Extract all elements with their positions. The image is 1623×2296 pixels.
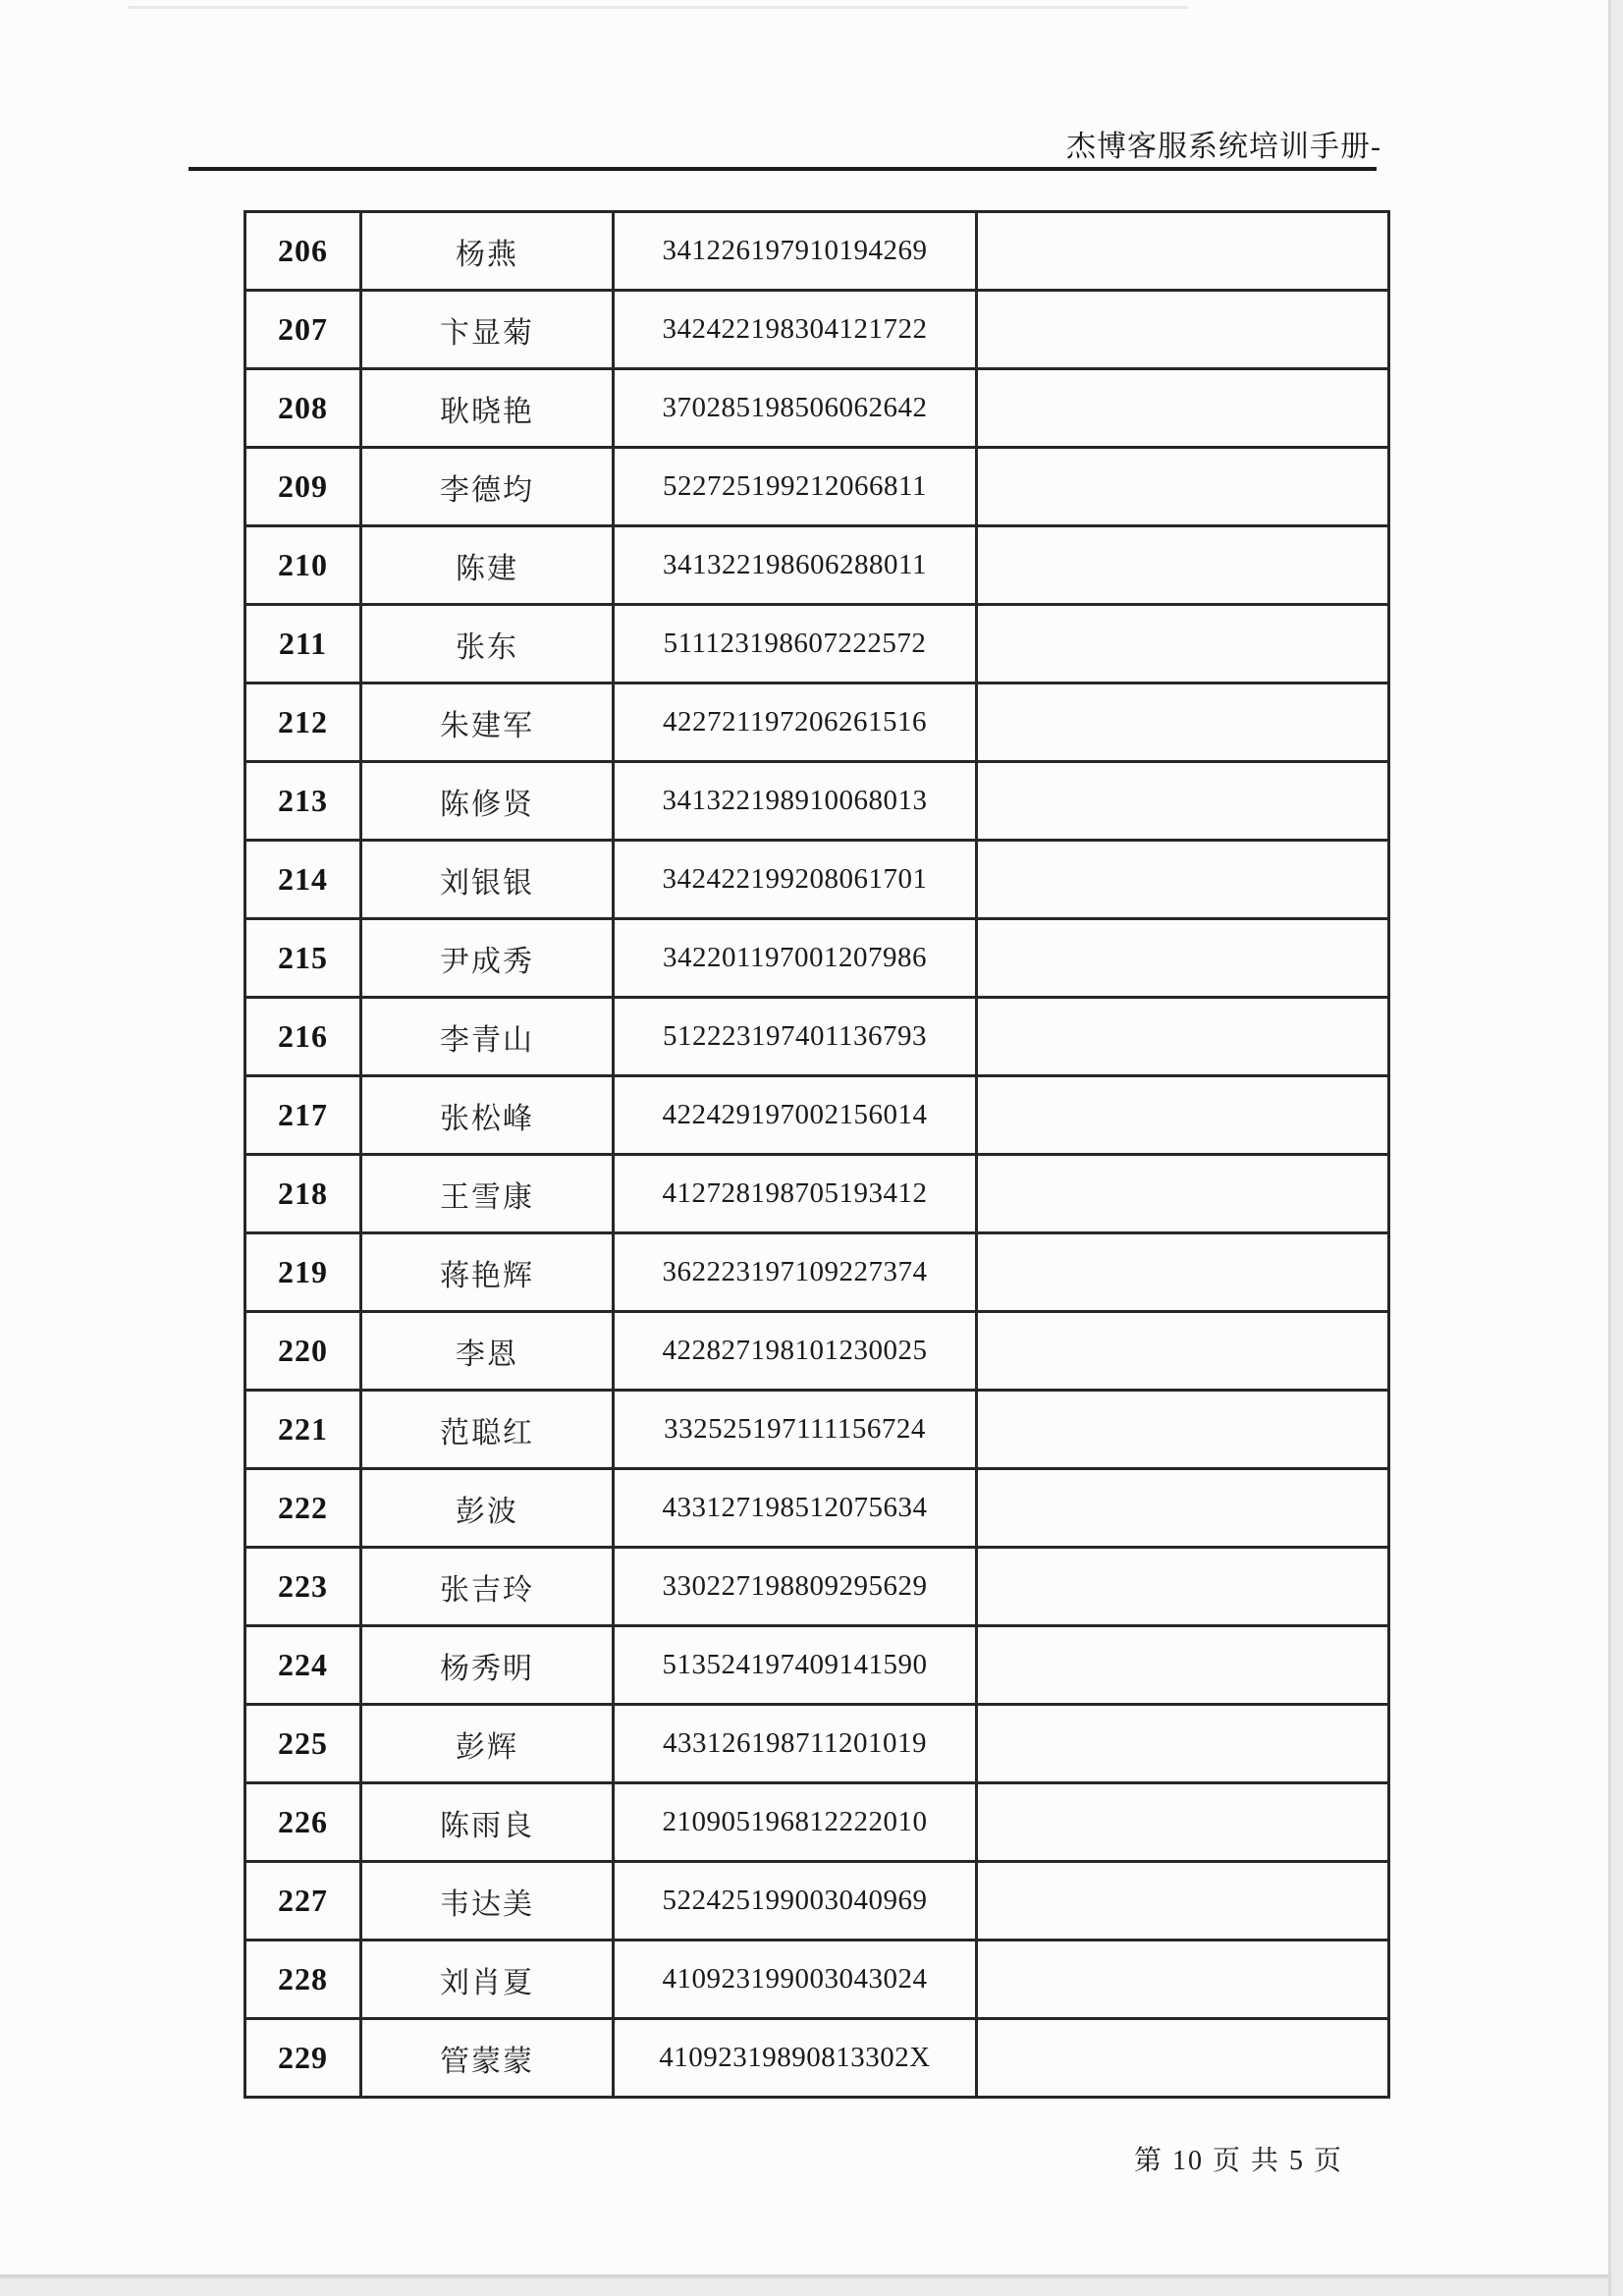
id-number-cell: 433127198512075634: [614, 1469, 977, 1548]
name-cell: 张松峰: [361, 1076, 614, 1155]
id-number-cell: 513524197409141590: [614, 1626, 977, 1705]
name-cell: 陈修贤: [361, 762, 614, 841]
row-number-cell: 211: [245, 605, 361, 683]
empty-cell: [977, 605, 1389, 683]
name-cell: 刘银银: [361, 841, 614, 919]
empty-cell: [977, 1705, 1389, 1783]
row-number-cell: 206: [245, 212, 361, 291]
row-number-cell: 207: [245, 291, 361, 369]
empty-cell: [977, 448, 1389, 526]
row-number-cell: 210: [245, 526, 361, 605]
table-row: [245, 1155, 1389, 1233]
scanner-edge-bottom: [0, 2274, 1623, 2296]
table-row: [245, 1626, 1389, 1705]
table-row: [245, 212, 1389, 291]
empty-cell: [977, 212, 1389, 291]
table-row: [245, 919, 1389, 998]
table-row: [245, 1391, 1389, 1469]
name-cell: 耿晓艳: [361, 369, 614, 448]
id-number-cell: 412728198705193412: [614, 1155, 977, 1233]
empty-cell: [977, 1155, 1389, 1233]
empty-cell: [977, 1626, 1389, 1705]
row-number-cell: 229: [245, 2019, 361, 2098]
name-cell: 尹成秀: [361, 919, 614, 998]
name-cell: 李青山: [361, 998, 614, 1076]
id-number-cell: 342201197001207986: [614, 919, 977, 998]
row-number-cell: 213: [245, 762, 361, 841]
empty-cell: [977, 841, 1389, 919]
id-number-cell: 433126198711201019: [614, 1705, 977, 1783]
name-cell: 蒋艳辉: [361, 1233, 614, 1312]
id-number-cell: 342422198304121722: [614, 291, 977, 369]
id-number-cell: 522425199003040969: [614, 1862, 977, 1941]
table-row: [245, 762, 1389, 841]
table-row: [245, 1862, 1389, 1941]
row-number-cell: 216: [245, 998, 361, 1076]
row-number-cell: 221: [245, 1391, 361, 1469]
id-number-cell: 341322198606288011: [614, 526, 977, 605]
row-number-cell: 219: [245, 1233, 361, 1312]
empty-cell: [977, 919, 1389, 998]
table-row: [245, 998, 1389, 1076]
id-number-cell: 511123198607222572: [614, 605, 977, 683]
name-cell: 彭波: [361, 1469, 614, 1548]
id-number-cell: 512223197401136793: [614, 998, 977, 1076]
name-cell: 杨秀明: [361, 1626, 614, 1705]
row-number-cell: 222: [245, 1469, 361, 1548]
table-row: [245, 1548, 1389, 1626]
id-number-cell: 342422199208061701: [614, 841, 977, 919]
row-number-cell: 214: [245, 841, 361, 919]
header-rule: [189, 167, 1377, 171]
empty-cell: [977, 1548, 1389, 1626]
name-cell: 张吉玲: [361, 1548, 614, 1626]
id-number-cell: 330227198809295629: [614, 1548, 977, 1626]
roster-table-body: [245, 212, 1389, 2098]
empty-cell: [977, 1941, 1389, 2019]
table-row: [245, 1233, 1389, 1312]
name-cell: 朱建军: [361, 683, 614, 762]
row-number-cell: 224: [245, 1626, 361, 1705]
row-number-cell: 227: [245, 1862, 361, 1941]
name-cell: 李恩: [361, 1312, 614, 1391]
row-number-cell: 208: [245, 369, 361, 448]
id-number-cell: 410923199003043024: [614, 1941, 977, 2019]
id-number-cell: 422429197002156014: [614, 1076, 977, 1155]
row-number-cell: 226: [245, 1783, 361, 1862]
empty-cell: [977, 1312, 1389, 1391]
table-row: [245, 369, 1389, 448]
empty-cell: [977, 369, 1389, 448]
table-row: [245, 1783, 1389, 1862]
row-number-cell: 217: [245, 1076, 361, 1155]
id-number-cell: 341226197910194269: [614, 212, 977, 291]
name-cell: 刘肖夏: [361, 1941, 614, 2019]
empty-cell: [977, 1783, 1389, 1862]
table-row: [245, 2019, 1389, 2098]
row-number-cell: 209: [245, 448, 361, 526]
empty-cell: [977, 291, 1389, 369]
name-cell: 杨燕: [361, 212, 614, 291]
name-cell: 管蒙蒙: [361, 2019, 614, 2098]
page-header-title: 杰博客服系统培训手册-: [1066, 131, 1381, 163]
id-number-cell: 210905196812222010: [614, 1783, 977, 1862]
table-row: [245, 526, 1389, 605]
name-cell: 李德均: [361, 448, 614, 526]
id-number-cell: 41092319890813302X: [614, 2019, 977, 2098]
empty-cell: [977, 1469, 1389, 1548]
table-row: [245, 1312, 1389, 1391]
empty-cell: [977, 526, 1389, 605]
row-number-cell: 218: [245, 1155, 361, 1233]
id-number-cell: 422827198101230025: [614, 1312, 977, 1391]
table-row: [245, 1941, 1389, 2019]
empty-cell: [977, 1076, 1389, 1155]
id-number-cell: 422721197206261516: [614, 683, 977, 762]
name-cell: 张东: [361, 605, 614, 683]
empty-cell: [977, 683, 1389, 762]
table-row: [245, 448, 1389, 526]
empty-cell: [977, 762, 1389, 841]
empty-cell: [977, 1391, 1389, 1469]
table-row: [245, 841, 1389, 919]
empty-cell: [977, 1862, 1389, 1941]
name-cell: 彭辉: [361, 1705, 614, 1783]
row-number-cell: 215: [245, 919, 361, 998]
empty-cell: [977, 998, 1389, 1076]
id-number-cell: 370285198506062642: [614, 369, 977, 448]
table-row: [245, 1705, 1389, 1783]
id-number-cell: 341322198910068013: [614, 762, 977, 841]
id-number-cell: 332525197111156724: [614, 1391, 977, 1469]
id-number-cell: 522725199212066811: [614, 448, 977, 526]
table-row: [245, 683, 1389, 762]
name-cell: 卞显菊: [361, 291, 614, 369]
empty-cell: [977, 1233, 1389, 1312]
row-number-cell: 223: [245, 1548, 361, 1626]
scanner-noise-top: [128, 6, 1188, 9]
page-footer: 第 10 页 共 5 页: [1134, 2146, 1344, 2176]
scanner-edge-right: [1608, 0, 1623, 2296]
empty-cell: [977, 2019, 1389, 2098]
row-number-cell: 225: [245, 1705, 361, 1783]
name-cell: 陈建: [361, 526, 614, 605]
table-row: [245, 291, 1389, 369]
name-cell: 范聪红: [361, 1391, 614, 1469]
id-number-cell: 362223197109227374: [614, 1233, 977, 1312]
table-row: [245, 1076, 1389, 1155]
name-cell: 韦达美: [361, 1862, 614, 1941]
table-row: [245, 605, 1389, 683]
row-number-cell: 228: [245, 1941, 361, 2019]
row-number-cell: 212: [245, 683, 361, 762]
table-row: [245, 1469, 1389, 1548]
row-number-cell: 220: [245, 1312, 361, 1391]
name-cell: 王雪康: [361, 1155, 614, 1233]
roster-table: [243, 210, 1390, 2099]
name-cell: 陈雨良: [361, 1783, 614, 1862]
